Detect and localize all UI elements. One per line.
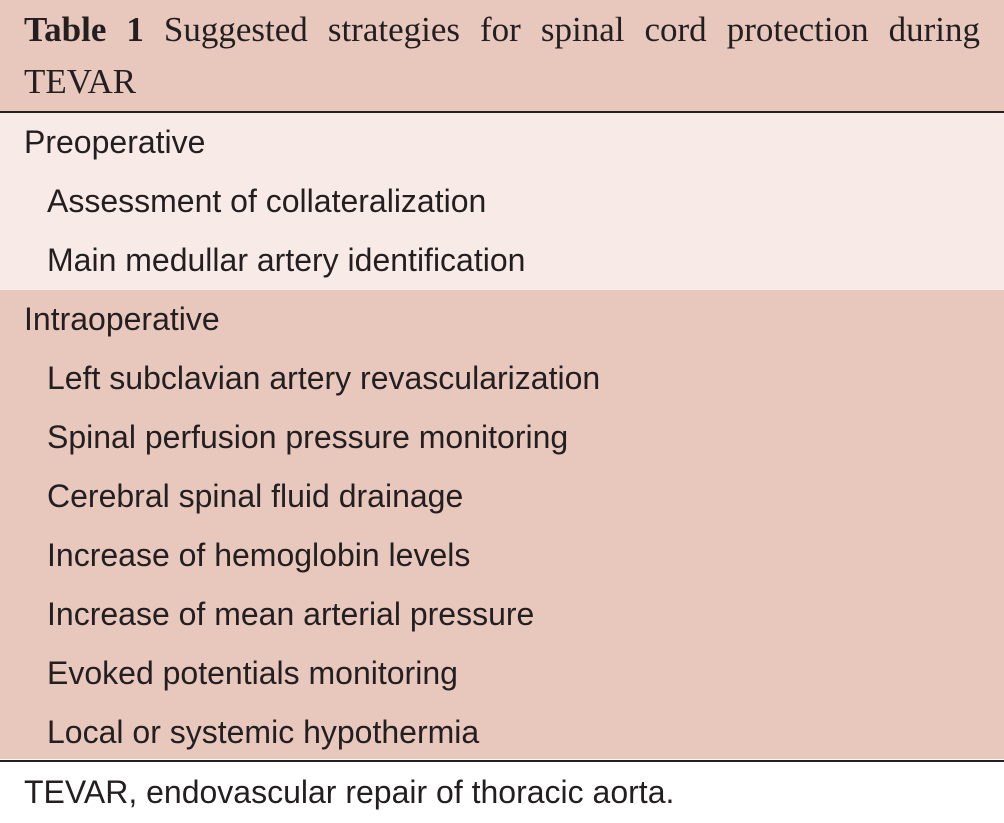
table-row: Main medullar artery identification — [47, 242, 526, 278]
section-heading-intraoperative: Intraoperative — [24, 301, 220, 337]
section-preoperative — [0, 113, 1004, 290]
table-row: Cerebral spinal fluid drainage — [47, 478, 464, 514]
table-row: Local or systemic hypothermia — [47, 714, 480, 750]
table-row: Increase of mean arterial pressure — [47, 596, 535, 632]
bottom-rule — [0, 760, 1004, 762]
table-row: Spinal perfusion pressure monitoring — [47, 419, 569, 455]
section-intraoperative — [0, 290, 1004, 759]
table-title: Suggested strategies for spinal cord protection during TEVAR — [24, 10, 981, 101]
table-row: Assessment of collateralization — [47, 183, 487, 219]
table-caption — [0, 0, 1004, 111]
table-row: Evoked potentials monitoring — [47, 655, 458, 691]
table-row: Increase of hemoglobin levels — [47, 537, 471, 573]
table-label: Table 1 — [24, 10, 144, 49]
table-footnote: TEVAR, endovascular repair of thoracic aorta. — [0, 763, 1004, 823]
section-heading-preoperative: Preoperative — [24, 124, 206, 160]
table-row: Left subclavian artery revascularization — [47, 360, 601, 396]
